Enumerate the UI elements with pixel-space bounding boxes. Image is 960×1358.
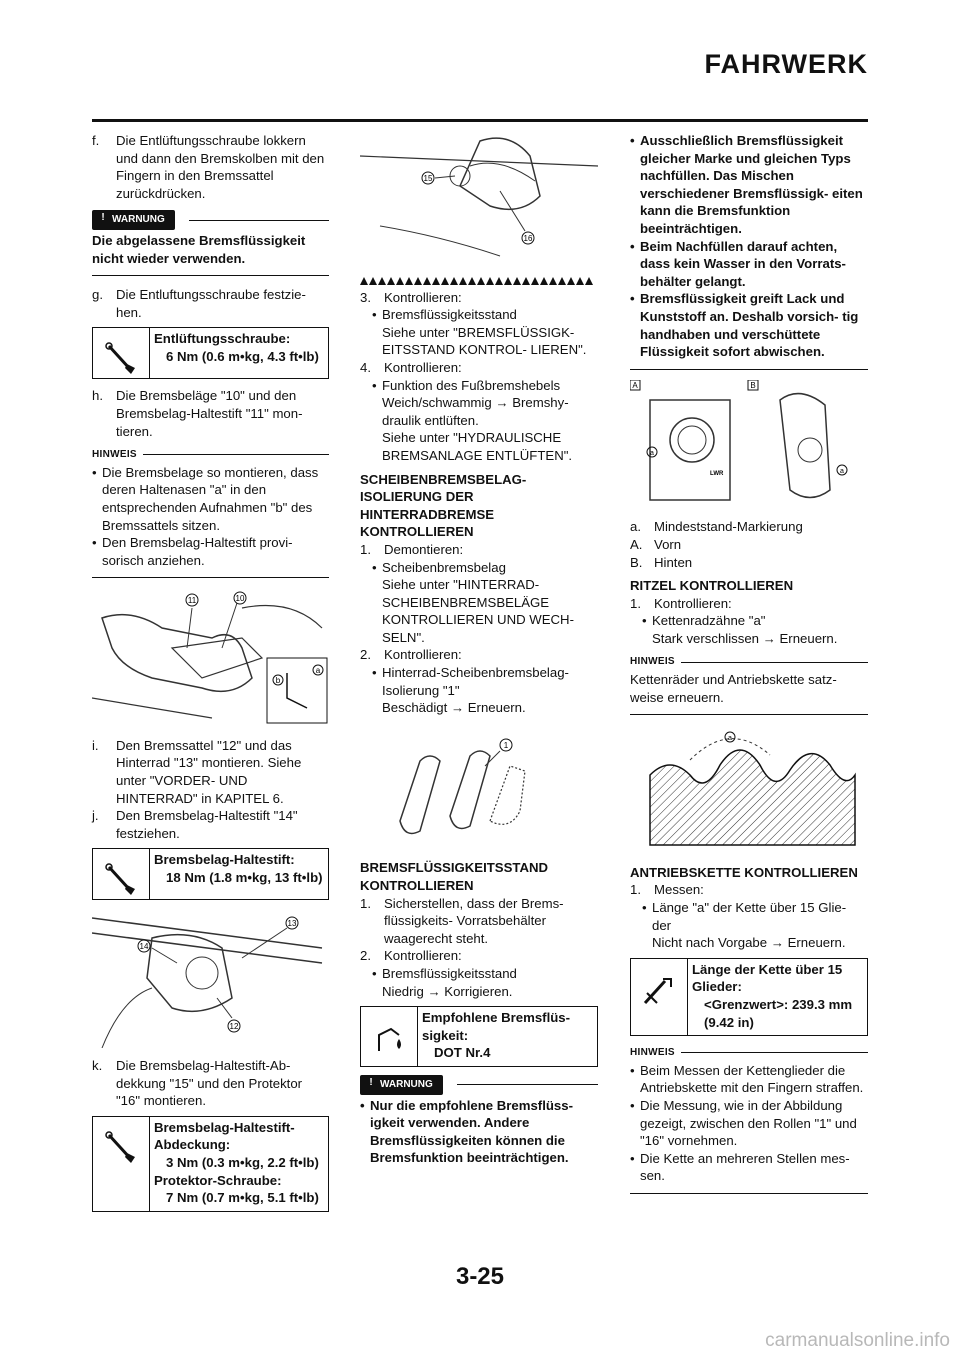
label-B: B: [750, 380, 756, 390]
note-header: HINWEIS: [92, 446, 329, 464]
triangle-mark: [423, 277, 431, 285]
triangle-mark: [360, 277, 368, 285]
warning-icon: ! WARNUNG: [92, 210, 175, 230]
step-f: f. Die Entlüftungsschraube lokkern und dann den Bremskolben mit den Fingern in den Bremssattel zurückdrücken.: [92, 133, 325, 201]
measure-icon: [641, 973, 677, 1009]
triangle-mark: [531, 277, 539, 285]
triangle-mark: [549, 277, 557, 285]
callout-12: 12: [229, 1022, 239, 1032]
section-heading: RITZEL KONTROLLIEREN: [630, 578, 794, 594]
label-A: A: [632, 380, 638, 390]
triangle-mark: [378, 277, 386, 285]
torque-wrench-icon: [103, 863, 139, 899]
triangle-mark: [486, 277, 494, 285]
header-rule: [92, 119, 868, 122]
callout-15: 15: [423, 174, 433, 183]
oil-drop-icon: [371, 1021, 407, 1057]
step-4: 4. Kontrollieren:: [360, 359, 462, 375]
triangle-mark: [567, 277, 575, 285]
torque-spec-pad-pin: Bremsbelag-Haltestift: 18 Nm (1.8 m•kg, 13 ft•lb): [92, 848, 329, 900]
limit-spec: Länge der Kette über 15 Glieder: <Grenzwert>: 239.3 mm (9.42 in): [630, 958, 868, 1036]
figure-sprocket-teeth: [630, 725, 868, 858]
triangle-mark: [459, 277, 467, 285]
watermark: carmanualsonline.info: [765, 1330, 950, 1352]
figure-fluid-reservoirs: [630, 380, 868, 515]
warning-text: Die abgelassene Bremsflüssigkeit nicht wieder verwenden.: [92, 232, 306, 266]
note-header: HINWEIS: [630, 1044, 868, 1062]
step-i: i. Den Bremssattel "12" und das Hinterrad "13" montieren. Siehe unter "VORDER- UND HINTERRAD" in KAPITEL 6.: [92, 737, 302, 806]
callout-16: 16: [523, 234, 533, 243]
triangle-mark: [585, 277, 593, 285]
page-title: FAHRWERK: [704, 49, 868, 79]
triangle-mark: [387, 277, 395, 285]
warning-header: [92, 210, 329, 230]
callout-11: 11: [187, 596, 197, 606]
triangle-mark: [504, 277, 512, 285]
triangle-mark: [558, 277, 566, 285]
triangle-mark: [522, 277, 530, 285]
callout-a: a: [315, 666, 321, 676]
note-item: • Den Bremsbelag-Haltestift provi- sorisch anziehen.: [92, 534, 329, 569]
column-3: • Ausschließlich Bremsflüssigkeit gleicher Marke und gleichen Typs nachfüllen. Das Mischen verschiedener Bremsflüssigk- eiten kann die Bremsfunktion beeinträchtigen. • Beim Nachfüllen darauf achten, dass kein Wasser in den Vorrats- behälter gelangt. • Bremsflüssigkeit greift Lack und Kunststoff an. Deshalb vorsich- tig handhaben und verschüttete Flüssigkeit sofort abwischen. A B LWR a a a. Mindeststand-Markierung A. Vorn B. Hinten RITZEL KONTROLLIEREN 1. Kontrollieren: • Kettenradzähne "a" Stark verschlissen → Erneuern. HINWEIS Kettenräder und Antriebskette satz- weise erneuern. a ANTRIEBSKETTE KONTROLLIEREN 1. Messen: • Länge "a" der Kette über 15 Glie- der Nicht nach Vorgabe → Erneuern. Länge der Kette über 15 Glieder: <Grenzwert>: 239.3 mm (9.42 in) HINWEIS • Beim Messen der Kettenglieder die Antriebskette mit den Fingern straffen. • Die Messung, wie in der Abbildung gezeigt, zwischen den Rollen "1" und "16" vornehmen. • Die Kette an mehreren Stellen mes- sen.: [630, 132, 868, 1204]
figure-brake-pads-install: [92, 588, 329, 733]
triangle-mark: [414, 277, 422, 285]
triangle-mark: [477, 277, 485, 285]
callout-13: 13: [287, 919, 297, 929]
step-k: k. Die Bremsbelag-Haltestift-Ab- dekkung "15" und den Protektor "16" montieren.: [92, 1058, 303, 1109]
end-of-warning-marks: [360, 277, 598, 285]
step-j: j. Den Bremsbelag-Haltestift "14" festziehen.: [92, 808, 298, 841]
triangle-mark: [468, 277, 476, 285]
torque-wrench-icon: [103, 1131, 139, 1167]
triangle-mark: [576, 277, 584, 285]
fluid-spec: Empfohlene Bremsflüs- sigkeit: DOT Nr.4: [360, 1006, 598, 1067]
step-2: 2. Kontrollieren:: [360, 948, 462, 964]
triangle-mark: [441, 277, 449, 285]
figure-legend: a. Mindeststand-Markierung A. Vorn B. Hinten: [630, 519, 803, 570]
callout-a-rear: a: [840, 467, 844, 475]
callout-b: b: [275, 676, 281, 686]
callout-10: 10: [235, 594, 245, 604]
note-text: Kettenräder und Antriebskette satz- weise erneuern.: [630, 672, 837, 705]
triangle-mark: [513, 277, 521, 285]
step-2: 2. Kontrollieren:: [360, 647, 462, 663]
callout-1: 1: [503, 740, 509, 750]
step-1: 1. Kontrollieren:: [630, 595, 732, 611]
step-g: g. Die Entluftungsschraube festzie- hen.: [92, 287, 306, 320]
triangle-mark: [540, 277, 548, 285]
section-heading: SCHEIBENBREMSBELAG- ISOLIERUNG DER HINTERRADBREMSE KONTROLLIEREN: [360, 471, 527, 540]
step-3: 3. Kontrollieren:: [360, 289, 462, 305]
triangle-mark: [432, 277, 440, 285]
torque-wrench-icon: [103, 342, 139, 378]
warning-icon: ! WARNUNG: [360, 1075, 443, 1095]
figure-brake-pad-insulation: [360, 721, 598, 854]
callout-14: 14: [139, 942, 149, 952]
torque-spec-bleed-screw: Entlüftungsschraube: 6 Nm (0.6 m•kg, 4.3 ft•lb): [92, 327, 329, 379]
step-1: 1. Demontieren:: [360, 541, 464, 557]
section-heading: BREMSFLÜSSIGKEITSSTAND KONTROLLIEREN: [360, 860, 549, 894]
warning-header: [360, 1075, 598, 1095]
triangle-mark: [396, 277, 404, 285]
figure-cover-protector: [360, 136, 598, 271]
torque-spec-cover-protector: Bremsbelag-Haltestift- Abdeckung: 3 Nm (0.3 m•kg, 2.2 ft•lb) Protektor-Schraube: 7 Nm (0.7 m•kg, 5.1 ft•lb): [92, 1116, 329, 1212]
note-item: • Die Bremsbelage so montieren, dass deren Haltenasen "a" in den entsprechenden Aufnahmen "b" des Bremssattels sitzen.: [92, 464, 329, 534]
step-1: 1. Messen:: [630, 882, 704, 898]
section-heading: ANTRIEBSKETTE KONTROLLIEREN: [630, 864, 858, 880]
callout-a: a: [728, 735, 732, 743]
step-1: 1. Sicherstellen, dass der Brems- flüssigkeits- Vorratsbehälter waagerecht steht.: [360, 895, 564, 946]
lwr-mark: LWR: [710, 470, 724, 477]
step-h: h. Die Bremsbeläge "10" und den Bremsbelag-Haltestift "11" mon- tieren.: [92, 388, 303, 439]
column-1: [92, 132, 329, 1220]
callout-a: a: [650, 449, 654, 457]
column-2: 15 16 3. Kontrollieren: • Bremsflüssigkeitsstand Siehe unter "BREMSFLÜSSIGK- EITSSTAND KONTROL- LIEREN". 4. Kontrollieren: • Funktion des Fußbremshebels Weich/schwammig → Bremshy- draulik entlüften. Siehe unter "HYDRAULISCHE BREMSANLAGE ENTLÜFTEN". SCHEIBENBREMSBELAG- ISOLIERUNG DER HINTERRADBREMSE KONTROLLIEREN 1. Demontieren: • Scheibenbremsbelag Siehe unter "HINTERRAD- SCHEIBENBREMSBELÄGE KONTROLLIEREN UND WECH- SELN". 2. Kontrollieren: • Hinterrad-Scheibenbremsbelag- Isolierung "1" Beschädigt → Erneuern. 1 BREMSFLÜSSIGKEITSSTAND KONTROLLIEREN 1. Sicherstellen, dass der Brems- flüssigkeits- Vorratsbehälter waagerecht steht. 2. Kontrollieren: • Bremsflüssigkeitsstand Niedrig → Korrigieren. Empfohlene Bremsflüs- sigkeit: DOT Nr.4 ! WARNUNG • Nur die empfohlene Bremsflüss- igkeit verwenden. Andere Bremsflüssigkeiten können die Bremsfunktion beeinträchtigen.: [360, 132, 598, 1167]
triangle-mark: [405, 277, 413, 285]
note-header: HINWEIS: [630, 653, 868, 671]
triangle-mark: [450, 277, 458, 285]
page-number: 3-25: [455, 1263, 505, 1290]
triangle-mark: [495, 277, 503, 285]
triangle-mark: [369, 277, 377, 285]
figure-caliper-wheel: [92, 908, 329, 1053]
